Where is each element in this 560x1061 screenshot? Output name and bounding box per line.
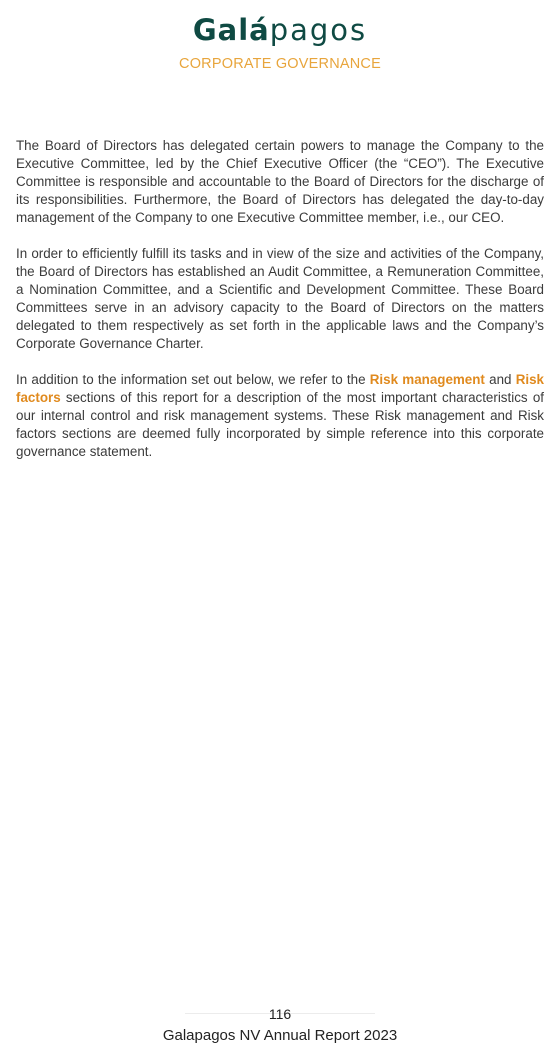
logo-text-bold: Galá — [192, 13, 270, 47]
paragraph-text-before: In addition to the information set out below, we refer to the — [16, 372, 370, 387]
risk-factors-link[interactable]: Risk factors — [16, 372, 544, 405]
paragraph-risk-reference — [16, 371, 544, 461]
logo-text-light: pagos — [269, 13, 368, 47]
risk-management-link[interactable]: Risk management — [369, 372, 485, 387]
galapagos-logo — [0, 12, 560, 48]
section-title: CORPORATE GOVERNANCE — [179, 56, 381, 72]
footer-report-title: Galapagos NV Annual Report 2023 — [162, 1027, 398, 1044]
main-content — [16, 137, 544, 479]
paragraph-text-middle: and — [484, 372, 516, 387]
paragraph-board-delegation: The Board of Directors has delegated certain powers to manage the Company to the Executive Committee, led by the Chief Executive Officer (the “CEO”). The Executive Committee is responsible and accountable to the Board of Directors for the discharge of its responsibilities. Furthermore, the Board of Directors has delegated the day-to-day management of the Company to one Executive Committee member, i.e., our CEO. — [16, 138, 544, 225]
paragraph-board-committees: In order to efficiently fulfill its tasks and in view of the size and activities of the Company, the Board of Directors has established an Audit Committee, a Remuneration Committee, a Nomination Committee, and a Scientific and Development Committee. These Board Committees serve in an advisory capacity to the Board of Directors on the matters delegated to them respectively as set forth in the applicable laws and the Company’s Corporate Governance Charter. — [16, 246, 544, 351]
paragraph-text-after: sections of this report for a description of the most important characteristics of our internal control and risk management systems. These Risk management and Risk factors sections are deemed fully incorporated by simple reference into this corporate governance statement. — [16, 390, 544, 459]
page-number: 116 — [268, 1006, 292, 1022]
